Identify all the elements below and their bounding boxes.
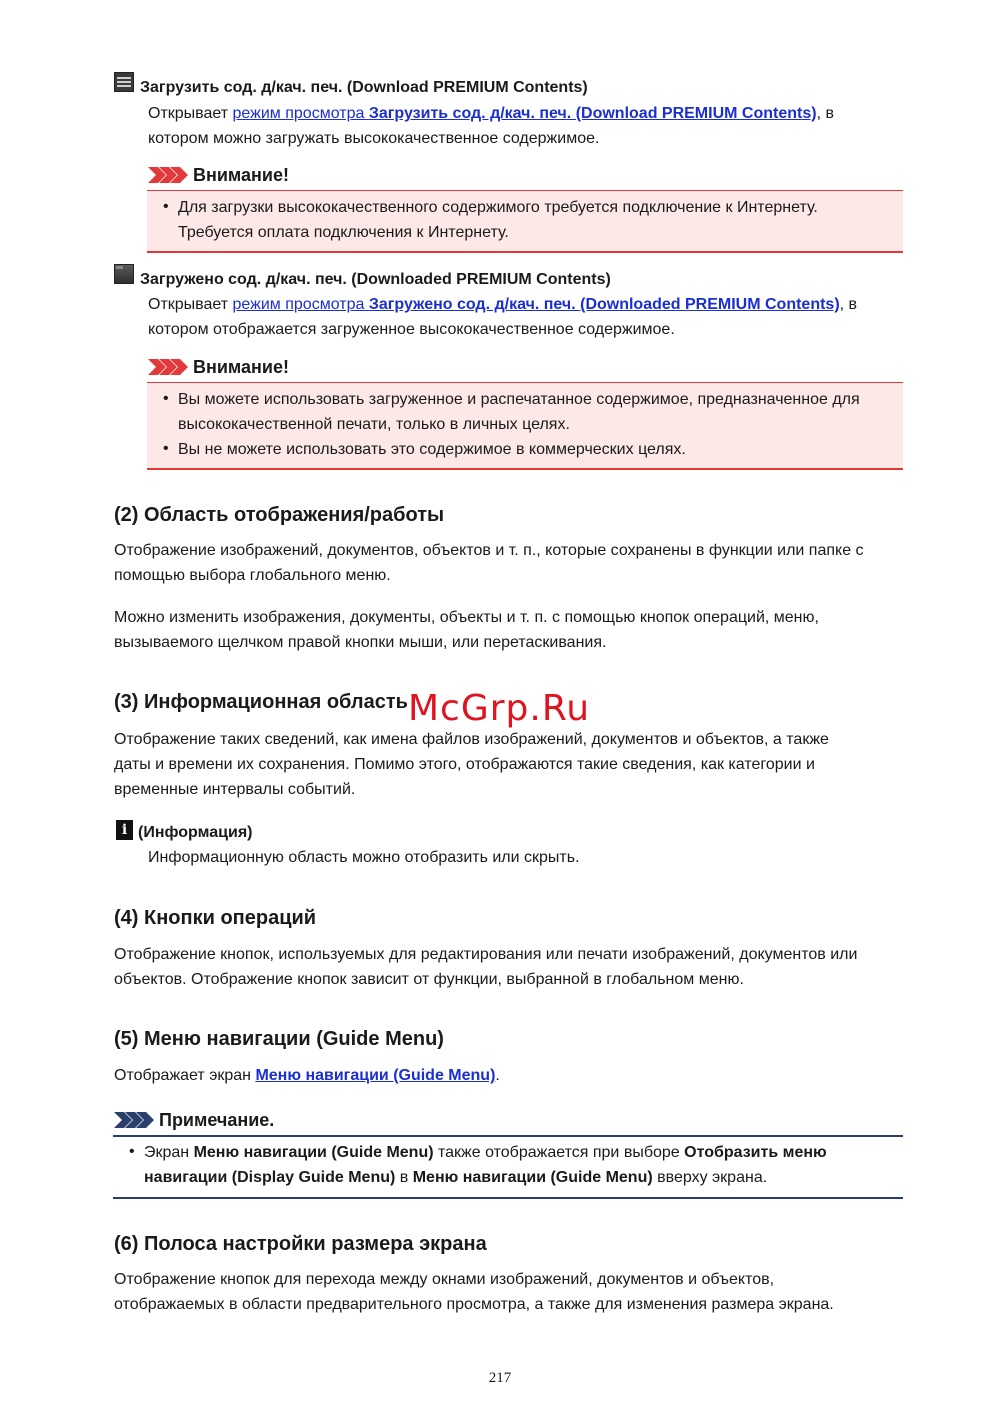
paragraph: отображаемых в области предварительного просмотра, а также для изменения размера экрана. xyxy=(114,1296,834,1313)
bullet: • xyxy=(129,1143,135,1160)
guide-menu-link[interactable]: Меню навигации (Guide Menu) xyxy=(255,1067,496,1084)
note-chevrons-icon xyxy=(114,1112,154,1128)
note-line-1: Экран Меню навигации (Guide Menu) также отображается при выборе Отобразить меню xyxy=(144,1144,827,1161)
download-premium-icon xyxy=(114,72,134,92)
paragraph: временные интервалы событий. xyxy=(114,781,356,798)
paragraph: даты и времени их сохранения. Помимо этого, отображаются такие сведения, как категории и xyxy=(114,756,815,773)
paragraph: объектов. Отображение кнопок зависит от функции, выбранной в глобальном меню. xyxy=(114,971,744,988)
download-description: Открывает режим просмотра Загрузить сод. д/кач. печ. (Download PREMIUM Contents), в xyxy=(148,105,834,122)
downloaded-title: Загружено сод. д/кач. печ. (Downloaded PREMIUM Contents) xyxy=(140,271,611,288)
bullet: • xyxy=(163,198,169,215)
caution-title: Внимание! xyxy=(193,165,289,185)
note-line-2: навигации (Display Guide Menu) в Меню навигации (Guide Menu) вверху экрана. xyxy=(144,1169,768,1186)
downloaded-description-line2: котором отображается загруженное высококачественное содержимое. xyxy=(148,321,675,338)
info-icon: i xyxy=(116,820,133,840)
caution-chevrons-icon xyxy=(148,167,188,183)
caution-item: Вы можете использовать загруженное и распечатанное содержимое, предназначенное для xyxy=(178,391,860,408)
download-title: Загрузить сод. д/кач. печ. (Download PREMIUM Contents) xyxy=(140,79,588,96)
watermark: McGrp.Ru xyxy=(408,688,591,729)
paragraph: Можно изменить изображения, документы, объекты и т. п. с помощью кнопок операций, меню, xyxy=(114,609,819,626)
section-5-heading: (5) Меню навигации (Guide Menu) xyxy=(114,1028,444,1050)
download-view-link[interactable]: режим просмотра Загрузить сод. д/кач. печ. (Download PREMIUM Contents) xyxy=(232,105,817,122)
bullet: • xyxy=(163,390,169,407)
paragraph: Отображение кнопок для перехода между окнами изображений, документов и объектов, xyxy=(114,1271,775,1288)
downloaded-view-link[interactable]: режим просмотра Загружено сод. д/кач. печ. (Downloaded PREMIUM Contents) xyxy=(232,296,840,313)
caution-item: Для загрузки высококачественного содержимого требуется подключение к Интернету. xyxy=(178,199,818,216)
section-4-heading: (4) Кнопки операций xyxy=(114,907,317,929)
paragraph: помощью выбора глобального меню. xyxy=(114,567,391,584)
caution-chevrons-icon xyxy=(148,359,188,375)
paragraph: Отображение изображений, документов, объектов и т. п., которые сохранены в функции или папке с xyxy=(114,542,864,559)
guide-menu-description: Отображает экран Меню навигации (Guide Menu). xyxy=(114,1067,500,1084)
paragraph: вызываемого щелчком правой кнопки мыши, или перетаскивания. xyxy=(114,634,607,651)
caution-item: Вы не можете использовать это содержимое в коммерческих целях. xyxy=(178,441,686,458)
paragraph: Отображение кнопок, используемых для редактирования или печати изображений, документов или xyxy=(114,946,858,963)
section-3-heading: (3) Информационная область xyxy=(114,691,408,713)
note-title: Примечание. xyxy=(159,1110,275,1130)
downloaded-description: Открывает режим просмотра Загружено сод. д/кач. печ. (Downloaded PREMIUM Contents), в xyxy=(148,296,858,313)
section-6-heading: (6) Полоса настройки размера экрана xyxy=(114,1233,487,1255)
section-2-heading: (2) Область отображения/работы xyxy=(114,504,445,526)
caution-item: Требуется оплата подключения к Интернету. xyxy=(178,224,509,241)
download-description-line2: котором можно загружать высококачественное содержимое. xyxy=(148,130,600,147)
info-title: (Информация) xyxy=(138,824,253,841)
info-description: Информационную область можно отобразить или скрыть. xyxy=(148,849,580,866)
folder-icon xyxy=(114,264,134,284)
paragraph: Отображение таких сведений, как имена файлов изображений, документов и объектов, а также xyxy=(114,731,829,748)
caution-item: высококачественной печати, только в личных целях. xyxy=(178,416,570,433)
caution-title: Внимание! xyxy=(193,357,289,377)
bullet: • xyxy=(163,440,169,457)
page-number: 217 xyxy=(488,1370,512,1386)
